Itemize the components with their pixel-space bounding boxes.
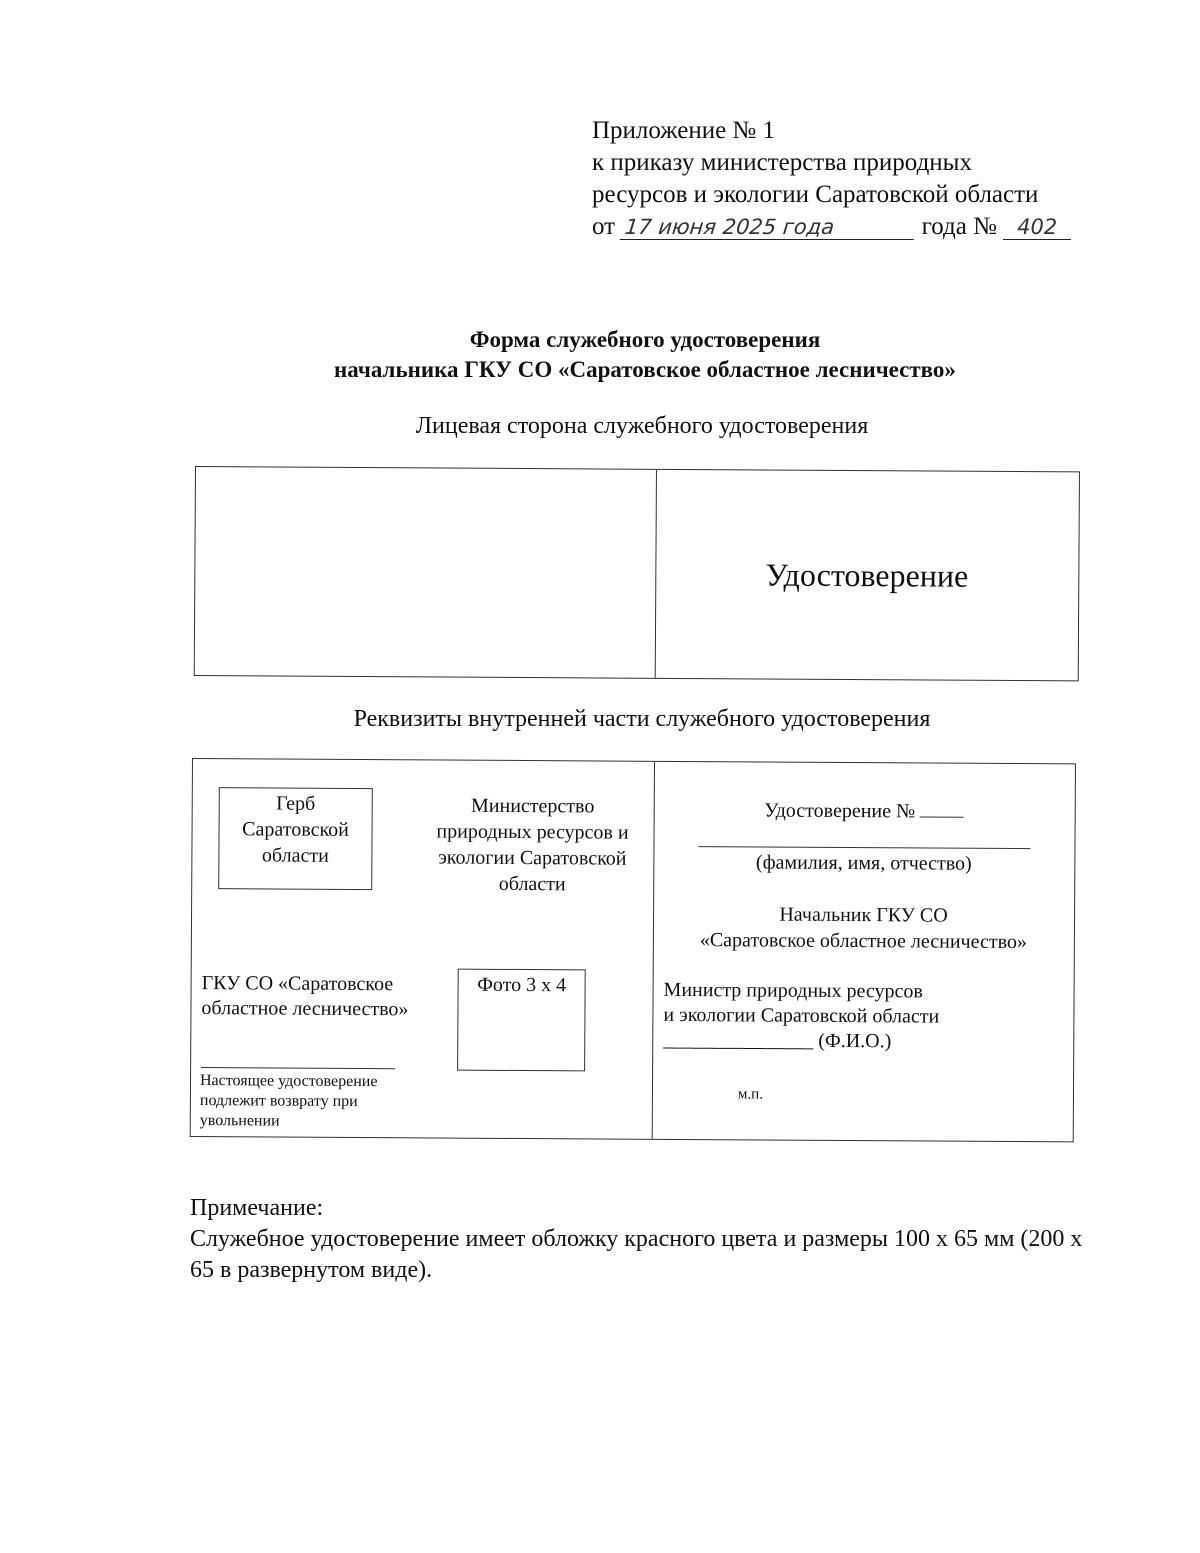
- signature-line: [201, 1067, 395, 1069]
- certificate-number-label: Удостоверение №: [764, 799, 916, 823]
- minister-line: Министр природных ресурсов: [663, 978, 923, 1003]
- ministry-line: области: [498, 872, 566, 896]
- note-label: Примечание:: [190, 1195, 324, 1221]
- minister-signature-block: [663, 978, 1043, 1055]
- title-line-2: начальника ГКУ СО «Саратовское областное лесничество»: [334, 357, 956, 382]
- return-note: [200, 1071, 440, 1132]
- ministry-name: [417, 792, 648, 897]
- handwritten-order-number: 402: [1003, 215, 1071, 240]
- return-note-line: Настоящее удостоверение: [199, 1072, 378, 1091]
- front-side-card: [194, 466, 1080, 681]
- appendix-ministry-line: ресурсов и экологии Саратовской области: [592, 181, 1039, 208]
- stamp-place: м.п.: [737, 1086, 764, 1103]
- fio-caption: (фамилия, имя, отчество): [755, 851, 972, 875]
- front-side-heading: Лицевая сторона служебного удостоверения: [415, 413, 869, 439]
- front-card-title: Удостоверение: [765, 556, 969, 594]
- organization-name: [201, 971, 461, 1023]
- organization-line: областное лесничество»: [201, 997, 409, 1021]
- inner-side-card: [190, 758, 1076, 1142]
- photo-placeholder: Фото 3 х 4: [457, 969, 586, 1072]
- handwritten-date: 17 июня 2025 года: [620, 215, 917, 240]
- appendix-order-line: к приказу министерства природных: [592, 149, 972, 176]
- note-block: [190, 1193, 1090, 1286]
- position-line: Начальник ГКУ СО: [779, 903, 948, 927]
- position-line: «Саратовское областное лесничество»: [699, 929, 1027, 954]
- from-label: от: [592, 213, 616, 240]
- organization-line: ГКУ СО «Саратовское: [201, 972, 394, 996]
- document-title: [0, 325, 1200, 385]
- inner-side-heading: Реквизиты внутренней части служебного удостоверения: [353, 706, 931, 732]
- minister-line: и экологии Саратовской области: [663, 1003, 940, 1028]
- appendix-number: Приложение № 1: [592, 117, 776, 144]
- coat-of-arms-line: Саратовской: [242, 818, 349, 841]
- year-number-label: года №: [921, 213, 997, 240]
- coat-of-arms-line: области: [261, 844, 329, 867]
- appendix-header: [592, 115, 1071, 243]
- return-note-line: подлежит возврату при: [199, 1092, 358, 1111]
- fio-line: [698, 846, 1030, 849]
- ministry-line: Министерство: [470, 794, 595, 818]
- ministry-line: природных ресурсов и: [436, 820, 629, 844]
- coat-of-arms-line: Герб: [276, 792, 316, 815]
- certificate-number-blank: [920, 798, 964, 817]
- ministry-line: экологии Саратовской: [438, 846, 627, 870]
- return-note-line: увольнении: [199, 1112, 280, 1130]
- title-line-1: Форма служебного удостоверения: [469, 327, 821, 352]
- certificate-number: [654, 797, 1075, 826]
- note-text: Служебное удостоверение имеет обложку красного цвета и размеры 100 х 65 мм (200 х 65 в развернутом виде).: [190, 1226, 1083, 1283]
- coat-of-arms-box: [218, 787, 373, 890]
- minister-signature-line: _______________ (Ф.И.О.): [663, 1028, 892, 1053]
- appendix-date-line: [592, 211, 1071, 243]
- position-title: [653, 901, 1074, 956]
